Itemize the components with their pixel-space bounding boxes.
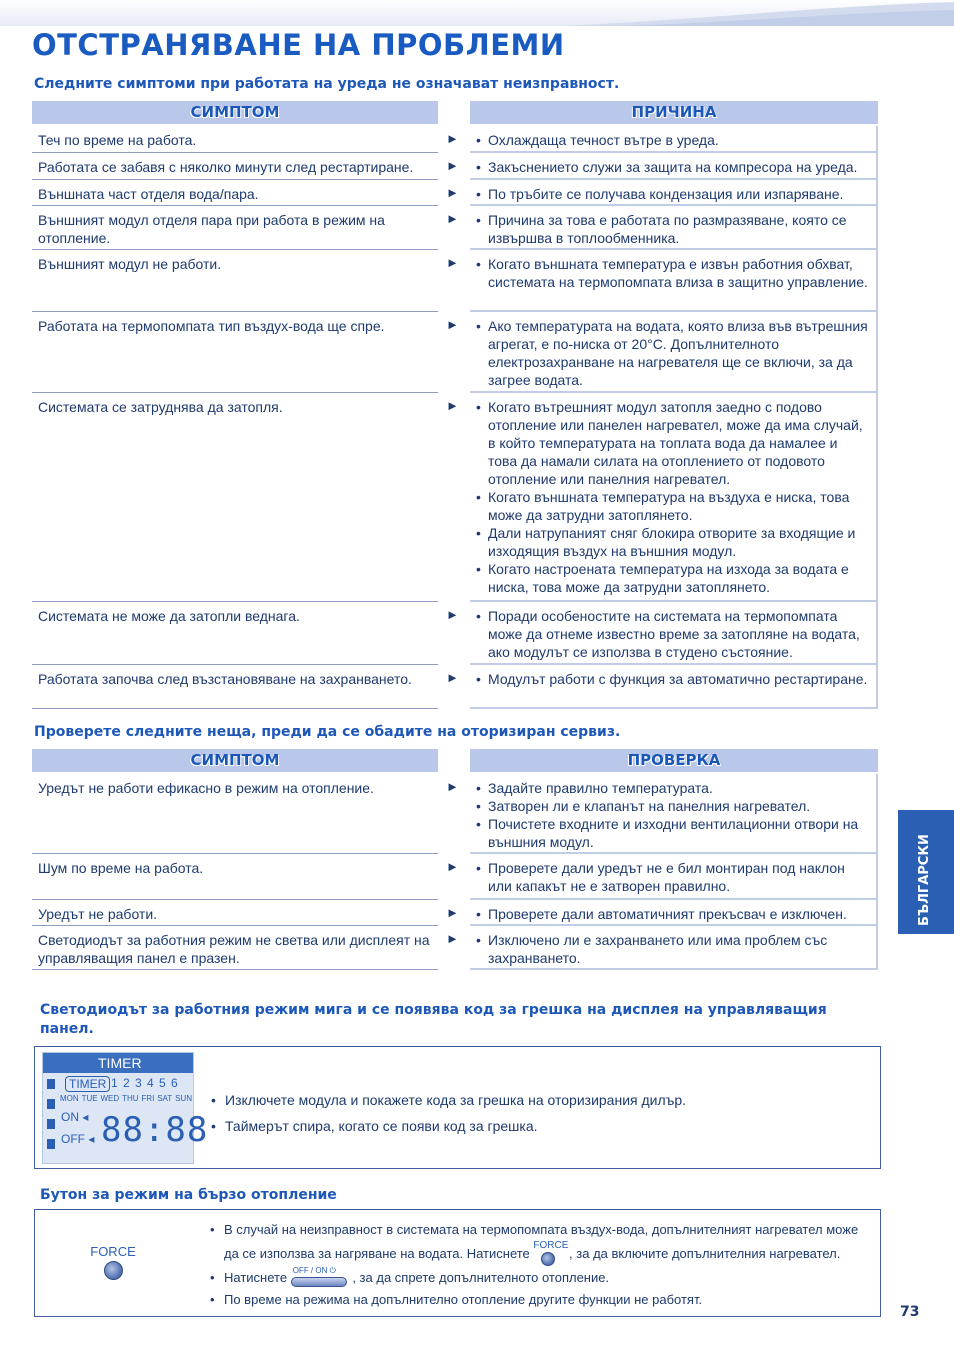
s1-cause-cell (470, 126, 878, 153)
s1-cause-cell (470, 180, 878, 206)
section4-heading: Бутон за режим на бързо отопление (40, 1187, 337, 1203)
s2-cause-item: • Затворен ли е клапанът на панелния нагревател. (476, 797, 870, 815)
force-bullets (210, 1218, 870, 1310)
s1-cause-cell (470, 602, 878, 665)
force-button[interactable] (104, 1261, 123, 1280)
power-icon: ⏻ (329, 1265, 336, 1275)
arrow-right-icon: ► (446, 859, 459, 874)
s1-symptom-cell: Външният модул отделя пара при работа в режим на отопление. (32, 206, 438, 250)
s1-cause-item: • Когато настроената температура на изхода за водата е ниска, това може да затрудни затоплянето. (476, 560, 870, 596)
arrow-right-icon: ► (446, 211, 459, 226)
section3-heading: Светодиодът за работния режим мига и се появява код за грешка на дисплея на управляващия панел. (40, 1002, 827, 1037)
force-bullet-2: • Натиснете OFF / ON ⏻ , за да спрете допълнителното отопление. (210, 1266, 870, 1290)
s1-row (32, 126, 878, 153)
language-tab (898, 810, 954, 934)
error-bullet-1: • Изключете модула и покажете кода за грешка на оторизирания дилър. (211, 1087, 686, 1113)
s1-cause-cell (470, 665, 878, 709)
lcd-day-label: FRI (141, 1094, 155, 1103)
section1-symptom-header: СИМПТОМ (32, 101, 438, 124)
section2-heading: Проверете следните неща, преди да се обадите на оторизиран сервиз. (34, 724, 621, 740)
force-button-label: FORCE (90, 1244, 136, 1259)
arrow-right-icon: ► (446, 255, 459, 270)
force-bullet-3: • По време на режима на допълнително отопление другите функции не работят. (210, 1290, 870, 1310)
s2-symptom-cell: Уредът не работи ефикасно в режим на отопление. (32, 774, 438, 854)
lcd-day-label: SUN (175, 1094, 192, 1103)
s2-symptom-cell: Уредът не работи. (32, 900, 438, 926)
top-decor-bar (0, 0, 954, 26)
s2-cause-item: • Изключено ли е захранването или има проблем със захранването. (476, 931, 870, 967)
s1-symptom-cell: Работата на термопомпата тип въздух-вода ще спре. (32, 312, 438, 393)
s1-symptom-cell: Работата започва след възстановяване на захранването. (32, 665, 438, 709)
lcd-day-label: MON (60, 1094, 79, 1103)
s1-row (32, 180, 878, 206)
section2-symptom-header: СИМПТОМ (32, 749, 438, 772)
s1-cause-cell (470, 206, 878, 250)
lcd-day-row (60, 1094, 192, 1103)
lcd-header: TIMER (43, 1053, 193, 1073)
error-bullet-2: • Таймерът спира, когато се появи код за грешка. (211, 1113, 686, 1139)
s1-cause-item: • Закъснението служи за защита на компресора на уреда. (476, 158, 870, 176)
arrow-right-icon: ► (446, 131, 459, 146)
force-button-block (90, 1244, 136, 1285)
inline-force-icon (541, 1252, 555, 1266)
inline-force-button: FORCE (533, 1245, 565, 1265)
lcd-timer-numbers: 1 2 3 4 5 6 (111, 1076, 179, 1090)
s1-cause-item: • Ако температурата на водата, която влиза във вътрешния агрегат, е по-ниска от 20°C. Допълнителното електрозахранване на нагревателя ще се включи, за да загрее водата. (476, 317, 870, 389)
error-code-panel (34, 1046, 881, 1169)
s1-row (32, 393, 878, 602)
s1-symptom-cell: Теч по време на работа. (32, 126, 438, 153)
s1-cause-item: • Когато вътрешният модул затопля заедно с подово отопление или панелен нагревател, може да има случай, в който температурата на топлата вода да намалее и това да намали силата на отоплението от подовото отопление или панелния нагревател. (476, 398, 870, 488)
s2-row (32, 900, 878, 926)
swoosh-decoration (0, 0, 954, 26)
s1-row (32, 312, 878, 393)
s1-row (32, 602, 878, 665)
force-mode-panel (34, 1209, 881, 1317)
lcd-timer-label: TIMER (65, 1076, 110, 1092)
s2-cause-item: • Почистете входните и изходни вентилационни отвори на външния модул. (476, 815, 870, 851)
lcd-day-label: THU (122, 1094, 139, 1103)
arrow-right-icon: ► (446, 670, 459, 685)
s2-row (32, 854, 878, 900)
s1-cause-cell (470, 153, 878, 180)
lcd-digits: 88:88 (101, 1110, 209, 1150)
arrow-right-icon: ► (446, 779, 459, 794)
s1-cause-cell (470, 312, 878, 393)
lcd-on-label: ON ◂ (61, 1110, 89, 1124)
s2-cause-item: • Проверете дали автоматичният прекъсвач е изключен. (476, 905, 870, 923)
s1-cause-item: • По тръбите се получава кондензация или изпаряване. (476, 185, 870, 203)
inline-offon-button: OFF / ON ⏻ (291, 1269, 349, 1289)
s2-symptom-cell: Светодиодът за работния режим не светва или дисплеят на управляващия панел е празен. (32, 926, 438, 970)
section2-table (32, 774, 878, 970)
s2-cause-cell (470, 774, 878, 854)
s2-cause-cell (470, 926, 878, 970)
s1-cause-item: • Причина за това е работата по размразяване, която се извършва в топлообменника. (476, 211, 870, 247)
s1-row (32, 206, 878, 250)
arrow-right-icon: ► (446, 317, 459, 332)
remote-lcd-display (42, 1052, 209, 1164)
lcd-day-label: SAT (157, 1094, 173, 1103)
s1-cause-item: • Дали натрупаният сняг блокира отворите за входящие и изходящия въздух на външния модул. (476, 524, 870, 560)
s1-cause-item: • Когато външната температура е извън работния обхват, системата на термопомпата влиза в защитно управление. (476, 255, 870, 291)
arrow-right-icon: ► (446, 158, 459, 173)
s1-cause-item: • Модулът работи с функция за автоматично рестартиране. (476, 670, 870, 688)
section1-table (32, 126, 878, 709)
s1-symptom-cell: Системата не може да затопли веднага. (32, 602, 438, 665)
s1-cause-cell (470, 250, 878, 312)
s1-symptom-cell: Системата се затруднява да затопля. (32, 393, 438, 602)
arrow-right-icon: ► (446, 185, 459, 200)
arrow-right-icon: ► (446, 607, 459, 622)
arrow-right-icon: ► (446, 905, 459, 920)
s2-cause-cell (470, 900, 878, 926)
s1-cause-item: • Когато външната температура на въздуха е ниска, това може да затрудни затоплянето. (476, 488, 870, 524)
s2-row (32, 774, 878, 854)
lcd-day-label: WED (100, 1094, 120, 1103)
s2-symptom-cell: Шум по време на работа. (32, 854, 438, 900)
s2-cause-cell (470, 854, 878, 900)
s1-cause-item: • Поради особеностите на системата на термопомпата може да отнеме известно време за затопляне на водата, ако модулът се използва в студено състояние. (476, 607, 870, 661)
lcd-indicator-column (47, 1079, 55, 1149)
s2-cause-item: • Задайте правилно температурата. (476, 779, 870, 797)
s1-row (32, 665, 878, 709)
language-tab-label: БЪЛГАРСКИ (917, 834, 932, 926)
s2-cause-item: • Проверете дали уредът не е бил монтиран под наклон или капакът не е затворен правилно. (476, 859, 870, 895)
section2-check-header: ПРОВЕРКА (470, 749, 878, 772)
arrow-right-icon: ► (446, 398, 459, 413)
error-code-bullets (211, 1087, 686, 1139)
force-bullet-1: • В случай на неизправност в системата на термопомпата въздух-вода, допълнителният нагревател може да се използва за нагряване на водата. Натиснете FORCE , за да включите допълнителния нагревател. (210, 1218, 870, 1266)
s1-symptom-cell: Външната част отделя вода/пара. (32, 180, 438, 206)
s1-symptom-cell: Работата се забавя с няколко минути след рестартиране. (32, 153, 438, 180)
section1-heading: Следните симптоми при работата на уреда не означават неизправност. (34, 76, 620, 92)
lcd-off-label: OFF ◂ (61, 1132, 95, 1146)
page-number: 73 (900, 1304, 920, 1320)
page-title: ОТСТРАНЯВАНЕ НА ПРОБЛЕМИ (32, 28, 565, 62)
s1-cause-item: • Охлаждаща течност вътре в уреда. (476, 131, 870, 149)
s1-row (32, 153, 878, 180)
s1-row (32, 250, 878, 312)
s1-cause-cell (470, 393, 878, 602)
s1-symptom-cell: Външният модул не работи. (32, 250, 438, 312)
lcd-day-label: TUE (81, 1094, 98, 1103)
section1-cause-header: ПРИЧИНА (470, 101, 878, 124)
s2-row (32, 926, 878, 970)
arrow-right-icon: ► (446, 931, 459, 946)
